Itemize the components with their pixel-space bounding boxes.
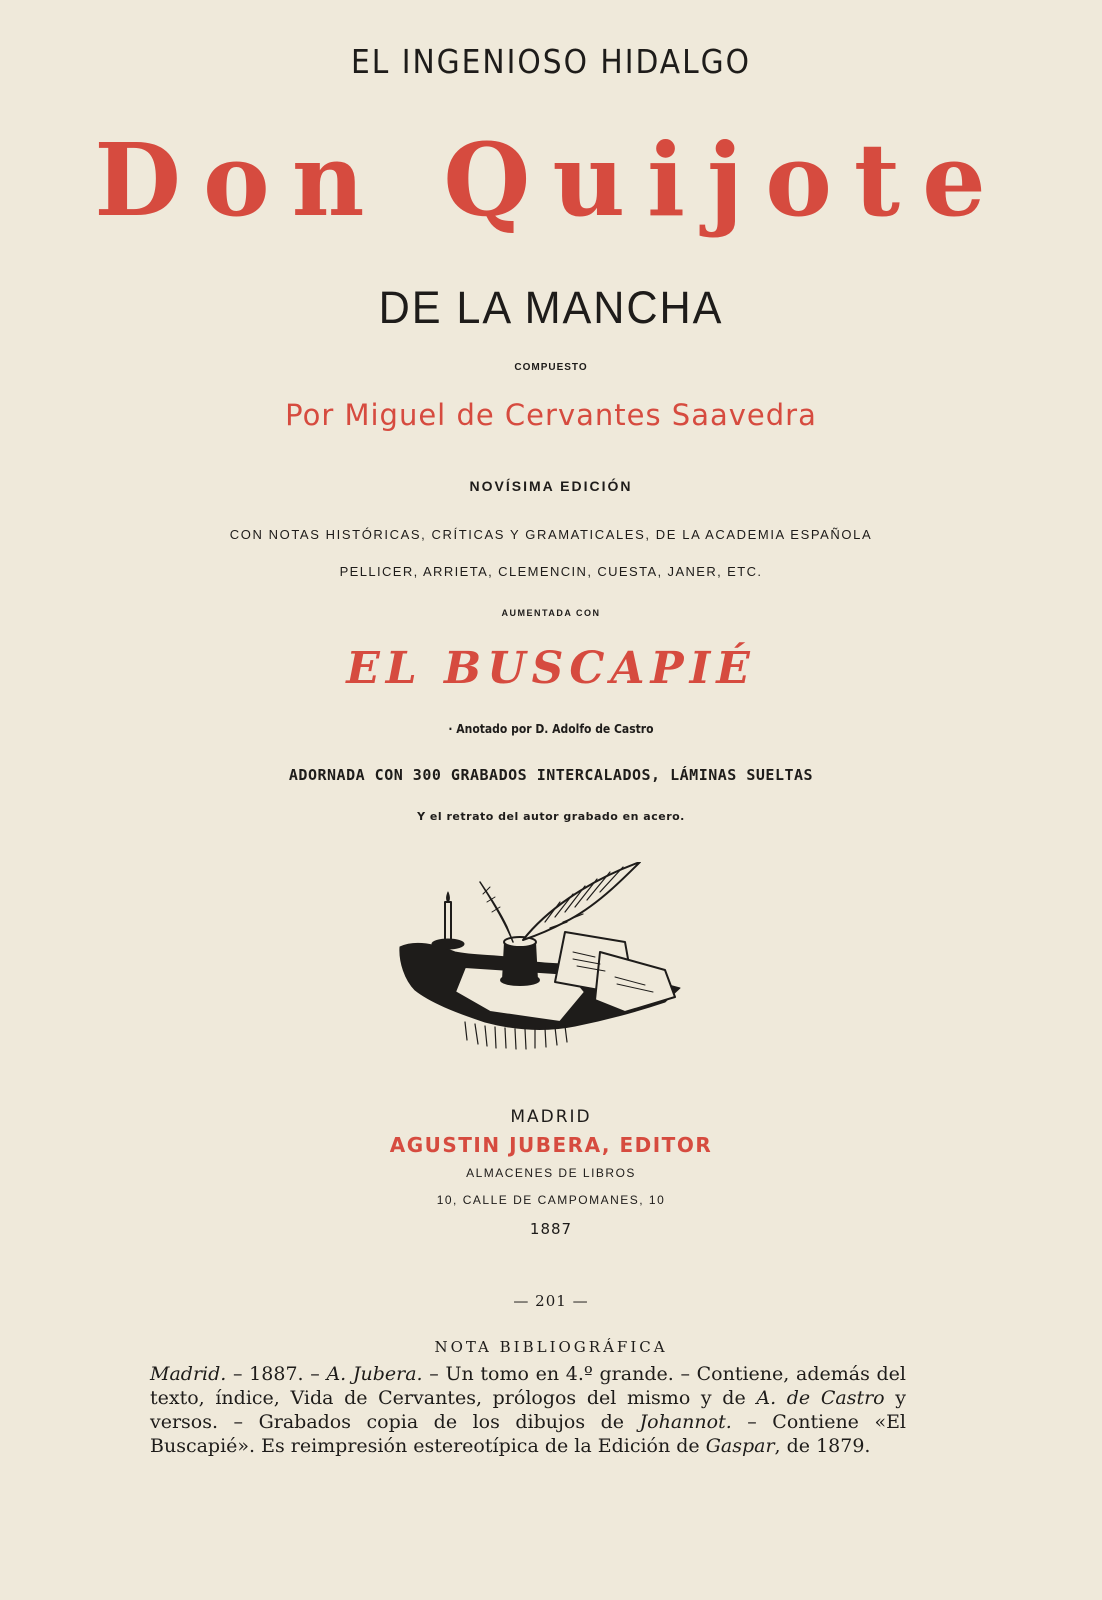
note-segment: Johannot. [639,1411,732,1433]
place-line: MADRID [510,1107,592,1127]
author-line: Por Miguel de Cervantes Saavedra [285,398,817,432]
publisher-sub-line: ALMACENES DE LIBROS [466,1166,636,1180]
publisher-line: AGUSTIN JUBERA, EDITOR [389,1133,713,1157]
compuesto-label: COMPUESTO [514,362,588,373]
note-segment: Madrid. [150,1363,227,1385]
note-segment: – Un tomo en 4.º grande. – Contiene, además del texto, índice, Vida de Cervantes, prólogos del mismo y de [150,1363,906,1409]
note-segment: A. Jubera. [326,1363,423,1385]
note-segment: , de 1879. [774,1435,871,1457]
aumentada-label: AUMENTADA CON [501,608,601,618]
catalog-note [150,1362,906,1458]
catalog-heading: NOTA BIBLIOGRÁFICA [434,1338,668,1356]
annotator-line: · Anotado por D. Adolfo de Castro [448,722,654,736]
note-segment: Gaspar [705,1435,775,1457]
commentators-line: PELLICER, ARRIETA, CLEMENCIN, CUESTA, JANER, ETC. [339,564,763,579]
title-line-ingenioso: EL INGENIOSO HIDALGO [351,42,751,81]
edition-line: NOVÍSIMA EDICIÓN [469,478,633,494]
note-segment: – Contiene «El Buscapié». Es reimpresión estereotípica de la Edición de [150,1411,907,1457]
catalog-number: — 201 — [513,1292,589,1310]
title-don-quijote: Don Quijote [94,121,1008,239]
title-de-la-mancha: DE LA MANCHA [378,282,724,333]
engravings-line: ADORNADA CON 300 GRABADOS INTERCALADOS, LÁMINAS SUELTAS [288,766,814,784]
year-line: 1887 [529,1220,573,1238]
note-segment: – 1887. – [226,1363,327,1385]
address-line: 10, CALLE DE CAMPOMANES, 10 [436,1193,666,1207]
note-segment: y versos. – Grabados copia de los dibujos de [150,1387,906,1433]
portrait-line: Y el retrato del autor grabado en acero. [417,810,685,823]
notes-line: CON NOTAS HISTÓRICAS, CRÍTICAS Y GRAMATICALES, DE LA ACADEMIA ESPAÑOLA [229,527,873,542]
note-segment: A. de Castro [756,1387,885,1409]
buscapie-title: EL BUSCAPIÉ [346,643,756,694]
quill-inkwell-candle-engraving-icon [395,862,685,1052]
